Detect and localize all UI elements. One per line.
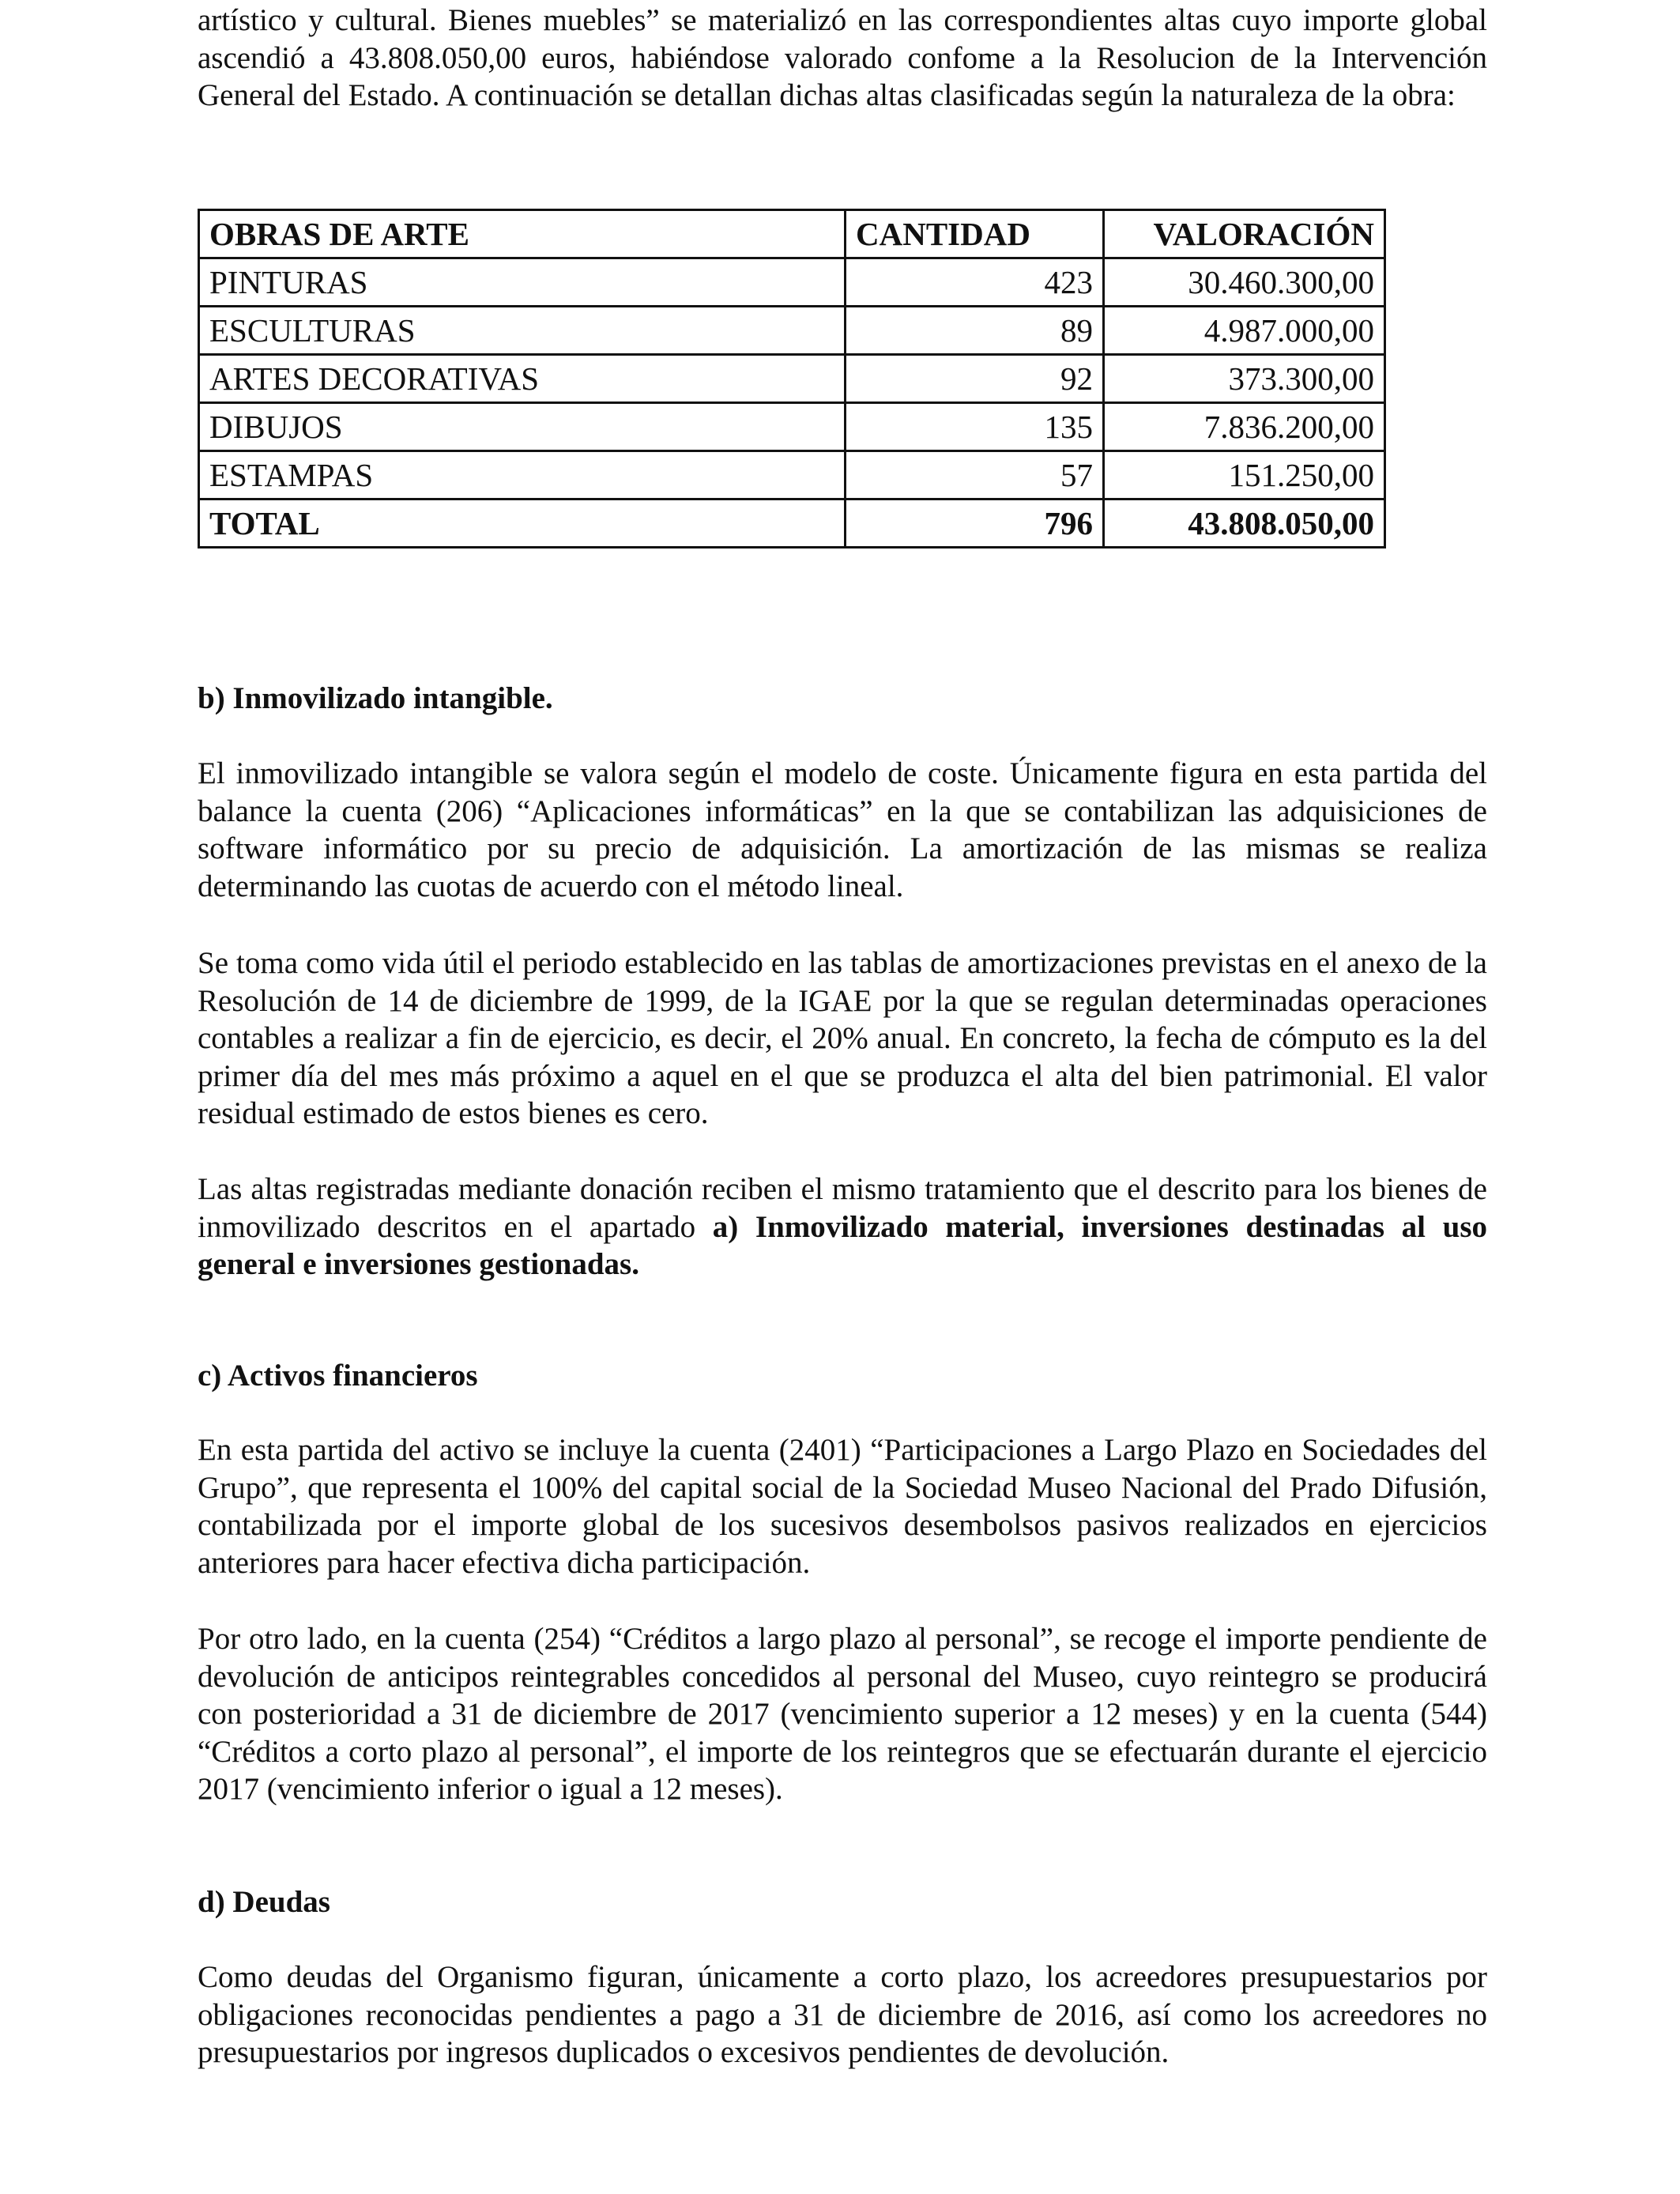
cell-obra: ESTAMPAS <box>199 451 846 499</box>
section-b-paragraph-2: Se toma como vida útil el periodo establecido en las tablas de amortizaciones previstas en el anexo de la Resolución de 14 de diciembre de 1999, de la IGAE por la que se regulan determinadas operaciones contables a realizar a fin de ejercicio, es decir, el 20% anual. En concreto, la fecha de cómputo es la del primer día del mes más próximo a aquel en el que se produzca el alta del bien patrimonial. El valor residual estimado de estos bienes es cero. <box>198 946 1487 1130</box>
cell-valoracion: 7.836.200,00 <box>1104 403 1385 451</box>
intro-paragraph: artístico y cultural. Bienes muebles” se materializó en las correspondientes altas cuyo importe global ascendió a 43.808.050,00 euros, habiéndose valorado confome a la Resolucion de la Intervención General del Estado. A continuación se detallan dichas altas clasificadas según la naturaleza de la obra: <box>198 3 1487 112</box>
table-total-row <box>199 499 1385 548</box>
column-header-obras: OBRAS DE ARTE <box>199 210 846 258</box>
obras-de-arte-table <box>198 209 1386 548</box>
cell-valoracion: 4.987.000,00 <box>1104 307 1385 355</box>
section-c-paragraph-2: Por otro lado, en la cuenta (254) “Créditos a largo plazo al personal”, se recoge el importe pendiente de devolución de anticipos reintegrables concedidos al personal del Museo, cuyo reintegro se producirá con posterioridad a 31 de diciembre de 2017 (vencimiento superior a 12 meses) y en la cuenta (544) “Créditos a corto plazo al personal”, el importe de los reintegros que se efectuarán durante el ejercicio 2017 (vencimiento inferior o igual a 12 meses). <box>198 1622 1487 1806</box>
cell-cantidad: 57 <box>846 451 1104 499</box>
total-label: TOTAL <box>199 499 846 548</box>
table-row <box>199 258 1385 307</box>
section-d-heading: d) Deudas <box>198 1885 330 1919</box>
table-row <box>199 355 1385 403</box>
section-d-paragraph-1: Como deudas del Organismo figuran, únicamente a corto plazo, los acreedores presupuestarios por obligaciones reconocidas pendientes a pago a 31 de diciembre de 2016, así como los acreedores no presupuestarios por ingresos duplicados o excesivos pendientes de devolución. <box>198 1960 1487 2069</box>
section-b-paragraph-3-bold: a) Inmovilizado material, inversiones destinadas al uso general e inversiones gestionadas. <box>198 1209 1487 1281</box>
cell-cantidad: 89 <box>846 307 1104 355</box>
section-c-heading: c) Activos financieros <box>198 1359 478 1393</box>
section-c-paragraph-1: En esta partida del activo se incluye la cuenta (2401) “Participaciones a Largo Plazo en Sociedades del Grupo”, que representa el 100% del capital social de la Sociedad Museo Nacional del Prado Difusión, contabilizada por el importe global de los sucesivos desembolsos pasivos realizados en ejercicios anteriores para hacer efectiva dicha participación. <box>198 1433 1487 1580</box>
cell-cantidad: 423 <box>846 258 1104 307</box>
table-row <box>199 403 1385 451</box>
cell-obra: PINTURAS <box>199 258 846 307</box>
cell-valoracion: 373.300,00 <box>1104 355 1385 403</box>
table-header-row <box>199 210 1385 258</box>
cell-obra: DIBUJOS <box>199 403 846 451</box>
table-row <box>199 307 1385 355</box>
section-b-heading: b) Inmovilizado intangible. <box>198 681 553 715</box>
cell-obra: ESCULTURAS <box>199 307 846 355</box>
cell-valoracion: 151.250,00 <box>1104 451 1385 499</box>
cell-valoracion: 30.460.300,00 <box>1104 258 1385 307</box>
section-b-paragraph-3-text: Las altas registradas mediante donación reciben el mismo tratamiento que el descrito para los bienes de inmovilizado descritos en el apartado <box>198 1172 1487 1244</box>
cell-cantidad: 135 <box>846 403 1104 451</box>
section-b-paragraph-3 <box>198 1171 1487 1284</box>
total-cantidad: 796 <box>846 499 1104 548</box>
cell-cantidad: 92 <box>846 355 1104 403</box>
section-b-paragraph-1: El inmovilizado intangible se valora según el modelo de coste. Únicamente figura en esta partida del balance la cuenta (206) “Aplicaciones informáticas” en la que se contabilizan las adquisiciones de software informático por su precio de adquisición. La amortización de las mismas se realiza determinando las cuotas de acuerdo con el método lineal. <box>198 756 1487 903</box>
column-header-valoracion: VALORACIÓN <box>1104 210 1385 258</box>
column-header-cantidad: CANTIDAD <box>846 210 1104 258</box>
table-row <box>199 451 1385 499</box>
total-valoracion: 43.808.050,00 <box>1104 499 1385 548</box>
cell-obra: ARTES DECORATIVAS <box>199 355 846 403</box>
